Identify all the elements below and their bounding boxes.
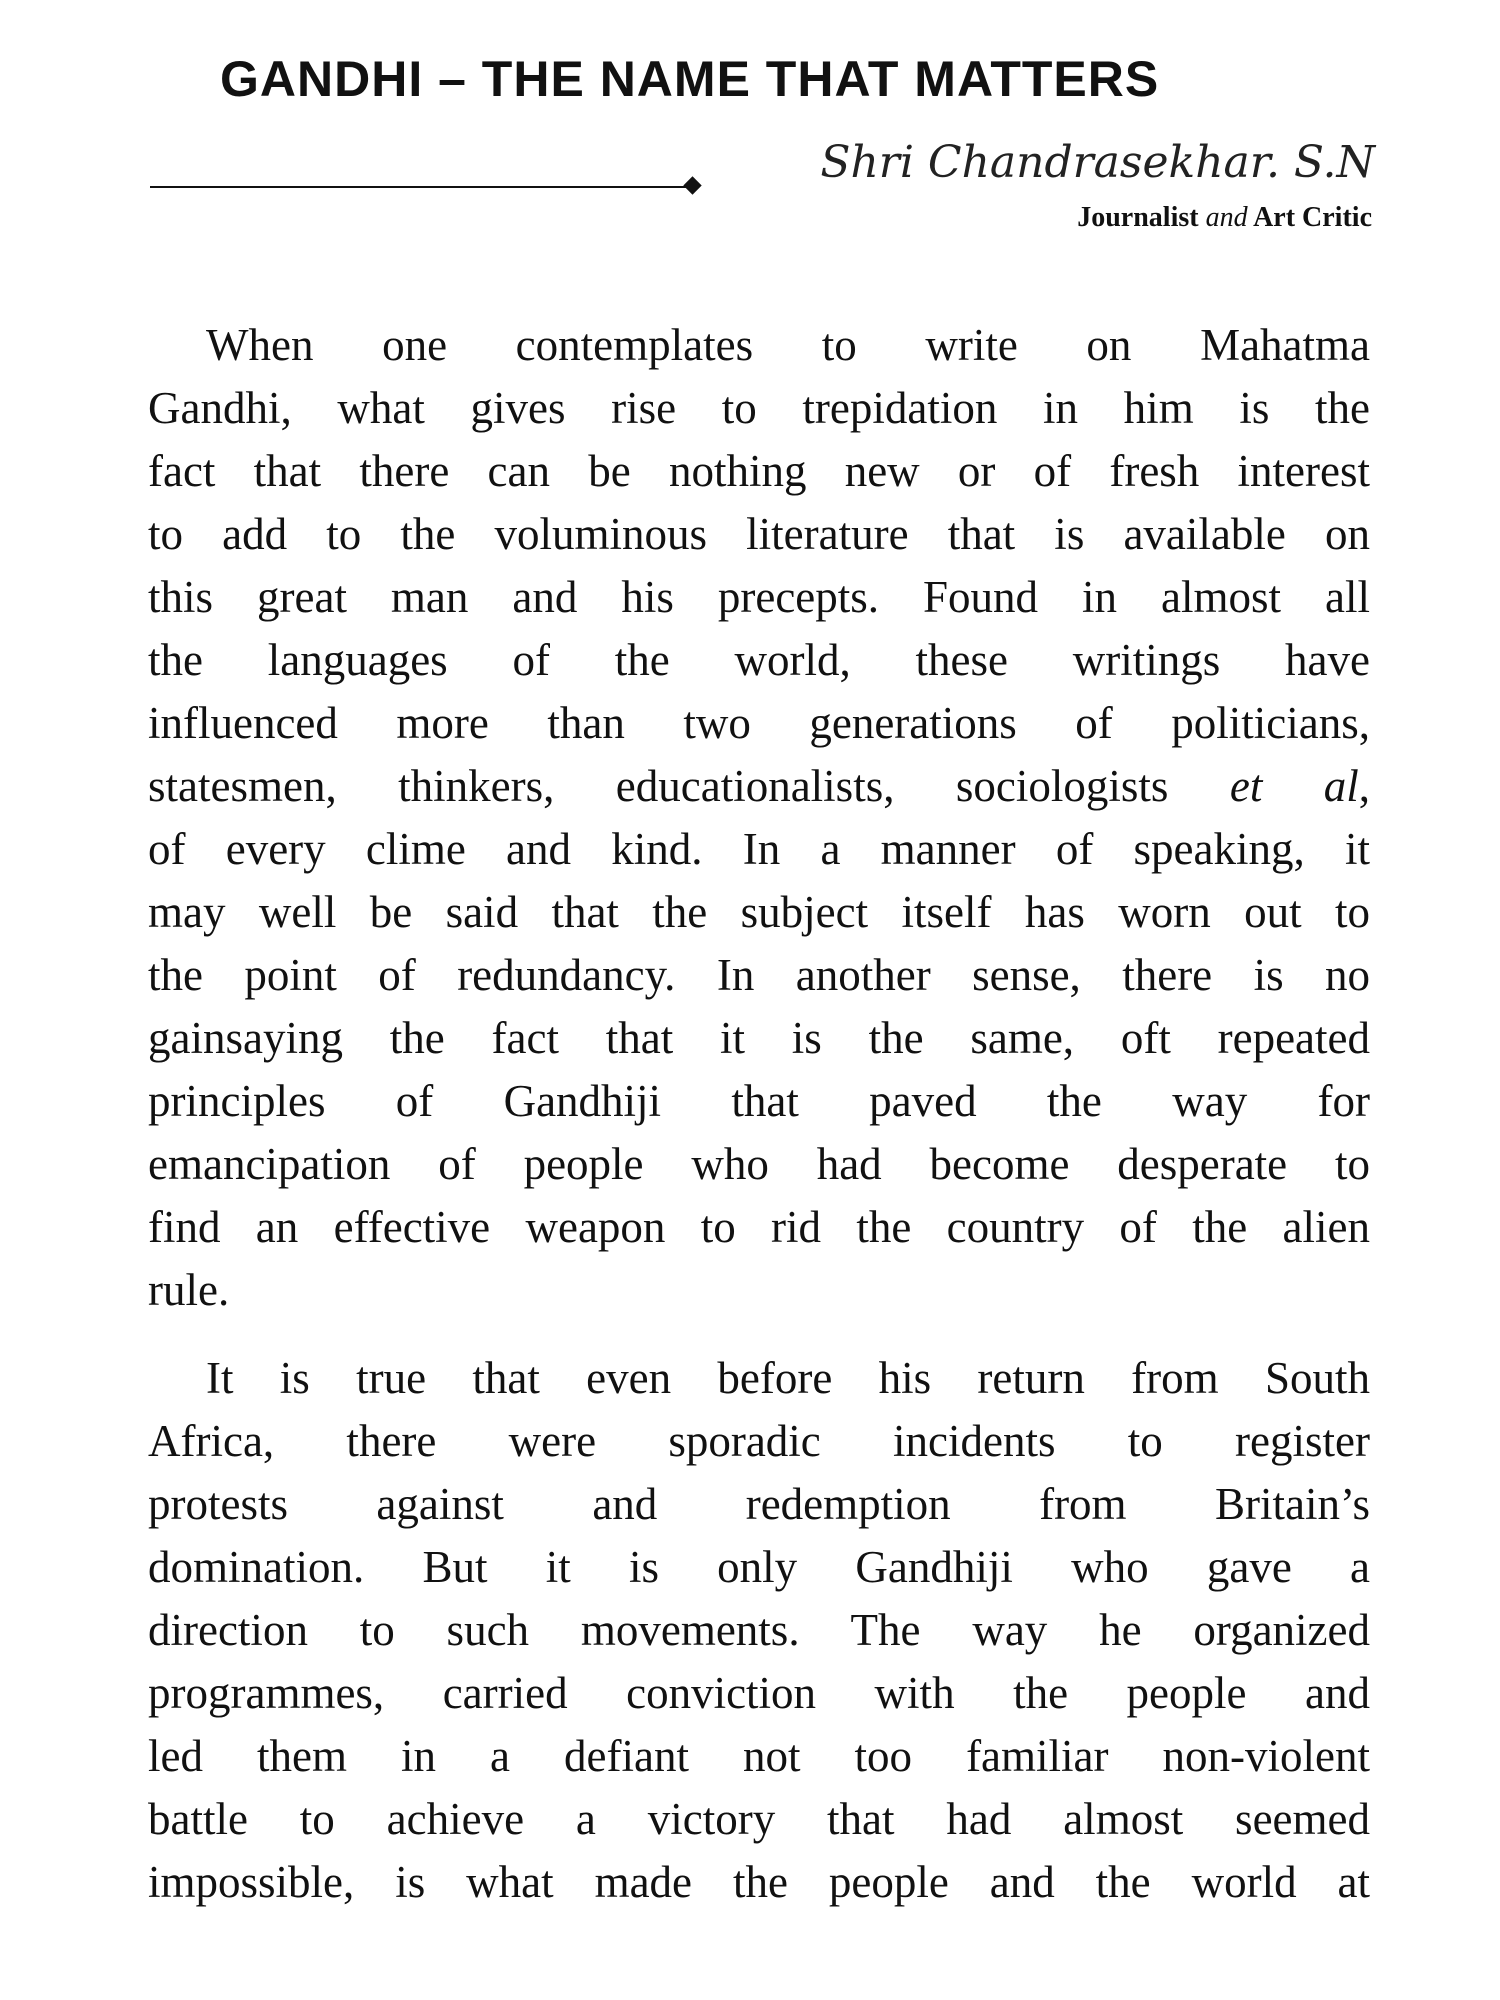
text-line: to add to the voluminous literature that is available on xyxy=(148,509,1370,559)
text-line: Gandhi, what gives rise to trepidation in him is the xyxy=(148,383,1370,433)
paragraph-2 xyxy=(148,1347,1370,1914)
text-line: find an effective weapon to rid the country of the alien xyxy=(148,1202,1370,1252)
text-segment: , xyxy=(1358,761,1370,811)
author-role-critic: Art Critic xyxy=(1253,202,1372,233)
diamond-icon xyxy=(683,176,701,194)
text-line: gainsaying the fact that it is the same, oft repeated xyxy=(148,1013,1370,1063)
author-role xyxy=(1077,202,1372,234)
text-line: impossible, is what made the people and the world at xyxy=(148,1857,1370,1907)
text-line: influenced more than two generations of politicians, xyxy=(148,698,1370,748)
text-segment-italic: et al xyxy=(1229,761,1359,811)
text-line: It is true that even before his return from South xyxy=(206,1353,1370,1403)
text-line: Africa, there were sporadic incidents to register xyxy=(148,1416,1370,1466)
text-line: the point of redundancy. In another sense, there is no xyxy=(148,950,1370,1000)
text-line: fact that there can be nothing new or of fresh interest xyxy=(148,446,1370,496)
text-line: led them in a defiant not too familiar non-violent xyxy=(148,1731,1370,1781)
paragraph-1 xyxy=(148,314,1370,1322)
text-segment: statesmen, thinkers, educationalists, sociologists xyxy=(148,761,1169,811)
text-line: programmes, carried conviction with the people and xyxy=(148,1668,1370,1718)
text-line xyxy=(148,755,1370,818)
text-line: protests against and redemption from Britain’s xyxy=(148,1479,1370,1529)
text-line: emancipation of people who had become desperate to xyxy=(148,1139,1370,1189)
text-line: battle to achieve a victory that had almost seemed xyxy=(148,1794,1370,1844)
author-role-journalist: Journalist xyxy=(1077,202,1199,233)
text-line: of every clime and kind. In a manner of speaking, it xyxy=(148,824,1370,874)
byline-rule xyxy=(150,186,690,188)
text-line: rule. xyxy=(148,1265,230,1315)
text-line: direction to such movements. The way he organized xyxy=(148,1605,1370,1655)
text-line: domination. But it is only Gandhiji who gave a xyxy=(148,1542,1370,1592)
text-line: principles of Gandhiji that paved the way for xyxy=(148,1076,1370,1126)
text-line: the languages of the world, these writings have xyxy=(148,635,1370,685)
text-line: this great man and his precepts. Found in almost all xyxy=(148,572,1370,622)
article-title: GANDHI – THE NAME THAT MATTERS xyxy=(220,51,1160,107)
author-name: Shri Chandrasekhar. S.N xyxy=(820,137,1375,188)
author-role-conjunction: and xyxy=(1205,202,1248,233)
text-line: may well be said that the subject itself has worn out to xyxy=(148,887,1370,937)
text-line: When one contemplates to write on Mahatma xyxy=(206,320,1370,370)
